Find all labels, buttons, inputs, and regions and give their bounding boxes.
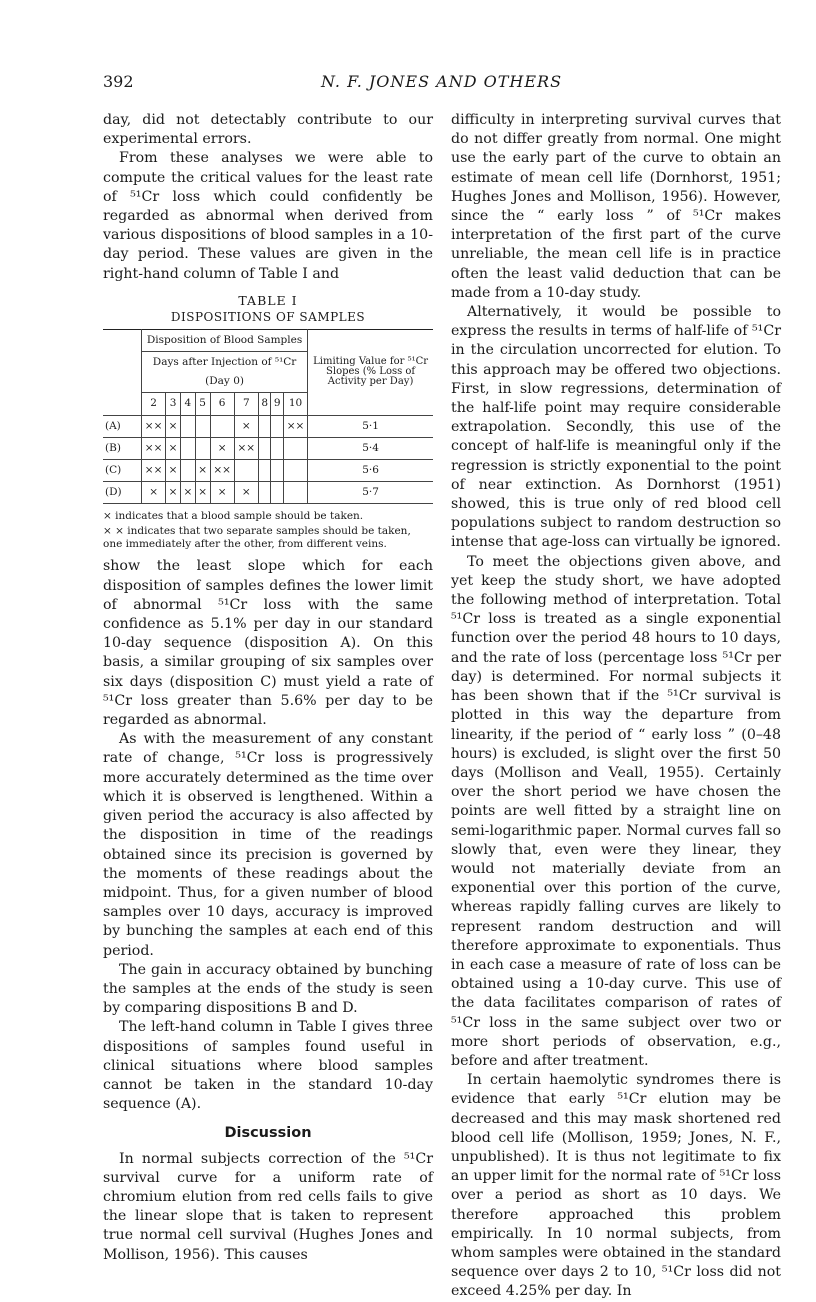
table-cell: × [166,415,181,437]
table-cell: × [234,415,258,437]
table-body [103,415,433,504]
paragraph: In certain haemolytic syndromes there is evidence that early ⁵¹Cr elution may be decreased and this may mask shortened red blood cell life (Mollison, 1959; Jones, N. F., unpublished). It is thus not legitimate to fix an upper limit for the normal rate of ⁵¹Cr loss over a period as short as 10 days. We therefore approached this problem empirically. In 10 normal subjects, from whom samples were obtained in the standard sequence over days 2 to 10, ⁵¹Cr loss did not exceed 4.25% per day. In [451,1072,781,1300]
table-cell: ×× [283,415,307,437]
row-label: (C) [103,460,142,482]
table-cell [271,460,284,482]
table-cell [258,415,271,437]
days-header: Days after Injection of ⁵¹Cr (Day 0) [142,352,308,393]
table-cell [234,460,258,482]
table-cell: × [234,482,258,504]
row-label: (B) [103,437,142,459]
table-cell: × [210,482,234,504]
table-cell [271,437,284,459]
table-row [103,482,433,504]
table-cell [283,482,307,504]
table-row [103,437,433,459]
table-cell: × [210,437,234,459]
left-column [103,111,433,1265]
day-header: 8 [258,393,271,415]
limit-value: 5·7 [308,482,433,504]
limit-value: 5·1 [308,415,433,437]
paragraph: The left-hand column in Table I gives three dispositions of samples found useful in clinical situations where blood samples cannot be taken in the standard 10-day sequence (A). [103,1019,433,1113]
group-header: Disposition of Blood Samples [142,329,308,351]
paragraph: As with the measurement of any constant rate of change, ⁵¹Cr loss is progressively more accurately determined as the time over which it is observed is lengthened. Within a given period the accuracy is also affected by the disposition in time of the readings obtained since its precision is governed by the moments of these readings about the midpoint. Thus, for a given number of blood samples over 10 days, accuracy is improved by bunching the samples at each end of this period. [103,731,433,959]
table-cell: ×× [142,460,166,482]
day-header: 2 [142,393,166,415]
paragraph: In normal subjects correction of the ⁵¹Cr survival curve for a uniform rate of chromium elution from red cells fails to give the linear slope that is taken to represent true normal cell survival (Hughes Jones and Mollison, 1956). This causes [103,1150,433,1263]
page-header [103,72,780,96]
table-cell [258,437,271,459]
paragraph: From these analyses we were able to compute the critical values for the least rate of ⁵¹Cr loss which could confidently be regarded as abnormal when derived from various dispositions of blood samples in a 10-day period. These values are given in the right-hand column of Table I and [103,150,433,282]
table-note: × indicates that a blood sample should be taken. [103,510,364,523]
table-cell [271,415,284,437]
table-cell: × [180,482,195,504]
paragraph: To meet the objections given above, and yet keep the study short, we have adopted the following method of interpretation. Total ⁵¹Cr loss is treated as a single exponential function over the period 48 hours to 10 days, and the rate of loss (percentage loss ⁵¹Cr per day) is determined. For normal subjects it has been shown that if the ⁵¹Cr survival is plotted in this way the departure from linearity, if the period of “ early loss ” (0–48 hours) is excluded, is slight over the first 50 days (Mollison and Veall, 1955). Certainly over the short period we have chosen the points are well fitted by a straight line on semi-logarithmic paper. Normal curves fall so slowly that, even were they linear, they would not materially deviate from an exponential over this portion of the curve, whereas rapidly falling curves are likely to represent random destruction and will therefore approximate to exponentials. Thus in each case a measure of rate of loss can be obtained using a 10-day curve. This use of the data facilitates comparison of rates of ⁵¹Cr loss in the same subject over two or more short periods of observation, e.g., before and after treatment. [451,553,781,1069]
day-header: 6 [210,393,234,415]
paragraph: The gain in accuracy obtained by bunching the samples at the ends of the study is seen by comparing dispositions B and D. [103,961,433,1017]
table-cell: × [166,482,181,504]
table-1 [103,292,433,552]
day-header: 10 [283,393,307,415]
row-label: (A) [103,415,142,437]
limit-header: Limiting Value for ⁵¹Cr Slopes (% Loss of Activity per Day) [308,329,433,415]
day-header: 9 [271,393,284,415]
right-column [451,111,781,1302]
table-note: × × indicates that two separate samples should be taken, one immediately after the other, from different veins. [103,525,411,551]
day-header: 7 [234,393,258,415]
table-notes [103,510,433,551]
table-cell [258,460,271,482]
table-cell: ×× [142,415,166,437]
table-cell [180,437,195,459]
table-cell [210,415,234,437]
paragraph: show the least slope which for each disposition of samples defines the lower limit of abnormal ⁵¹Cr loss with the same confidence as 5.1% per day in our standard 10-day sequence (disposition A). On this basis, a similar grouping of six samples over six days (disposition C) must yield a rate of ⁵¹Cr loss greater than 5.6% per day to be regarded as abnormal. [103,558,433,729]
table-cell [180,415,195,437]
table-cell: ×× [142,437,166,459]
page-number: 392 [103,72,134,91]
dispositions-table [103,329,433,505]
day-header: 4 [180,393,195,415]
paragraph: day, did not detectably contribute to our experimental errors. [103,112,433,148]
day-header: 5 [195,393,210,415]
running-title: N. F. JONES AND OTHERS [320,72,563,91]
table-cell [283,460,307,482]
day-header: 3 [166,393,181,415]
table-cell: ×× [210,460,234,482]
section-heading: Discussion [224,1125,312,1142]
paragraph: Alternatively, it would be possible to express the results in terms of half-life of ⁵¹Cr in the circulation uncorrected for elution. To this approach may be offered two objections. First, in slow regressions, determination of the half-life point may require considerable extrapolation. Secondly, this use of the concept of half-life is meaningful only if the regression is strictly exponential to the point of near extinction. As Dornhorst (1951) showed, this is true only of red blood cell populations subject to random destruction so intense that age-loss can virtually be ignored. [451,304,781,551]
table-cell: × [166,460,181,482]
limit-value: 5·4 [308,437,433,459]
table-row [103,460,433,482]
table-cell: × [195,482,210,504]
table-cell [271,482,284,504]
table-cell [195,415,210,437]
table-cell [180,460,195,482]
table-cell: × [195,460,210,482]
table-cell [195,437,210,459]
table-title: TABLE I [238,292,298,308]
table-row [103,415,433,437]
table-cell: ×× [234,437,258,459]
table-cell: × [142,482,166,504]
limit-value: 5·6 [308,460,433,482]
table-corner [103,329,142,415]
table-subtitle: DISPOSITIONS OF SAMPLES [170,309,366,324]
table-cell [283,437,307,459]
paragraph: difficulty in interpreting survival curves that do not differ greatly from normal. One might use the early part of the curve to obtain an estimate of mean cell life (Dornhorst, 1951; Hughes Jones and Mollison, 1956). However, since the “ early loss ” of ⁵¹Cr makes interpretation of the first part of the curve unreliable, the mean cell life is in practice often the least valid deduction that can be made from a 10-day study. [451,112,781,301]
row-label: (D) [103,482,142,504]
table-cell [258,482,271,504]
table-cell: × [166,437,181,459]
